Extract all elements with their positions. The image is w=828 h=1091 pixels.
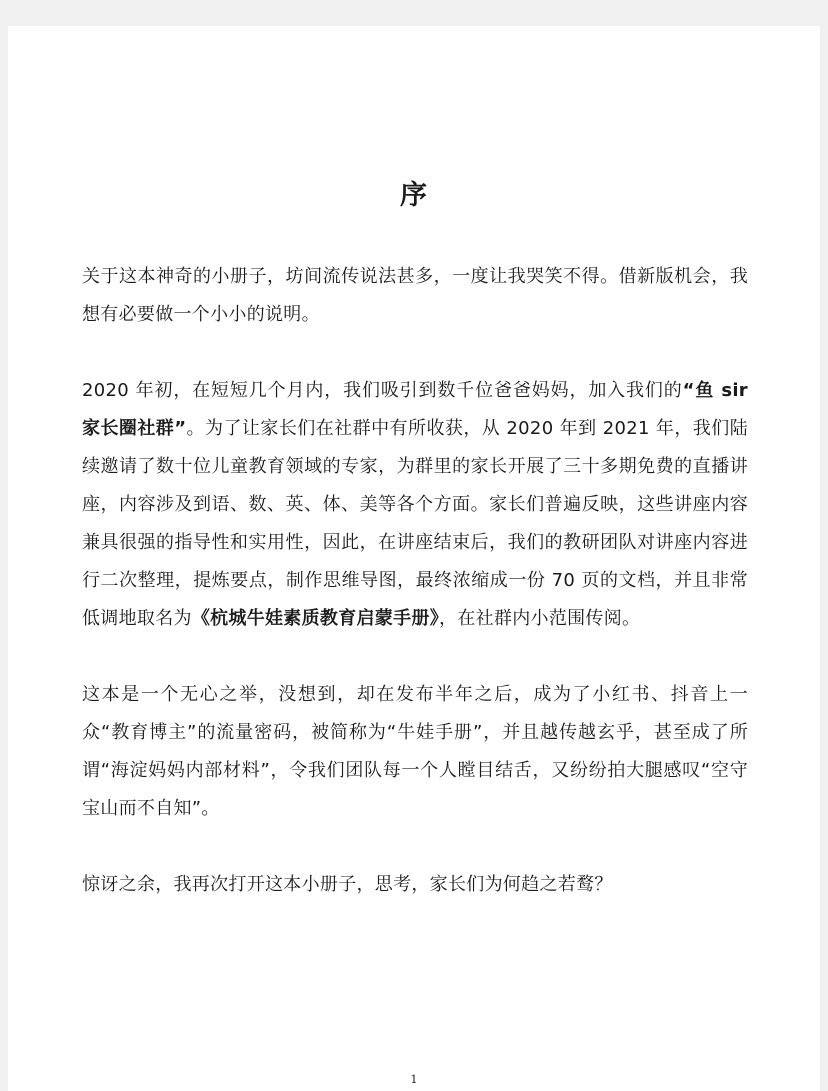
- paragraph-4: [82, 866, 748, 904]
- paragraph-2-text-middle: 。为了让家长们在社群中有所收获，从 2020 年到 2021 年，我们陆续邀请了数十位儿童教育领域的专家，为群里的家长开展了三十多期免费的直播讲座，内容涉及到语、数、英、体、美等各个方面。家长们普遍反映，这些讲座内容兼具很强的指导性和实用性，因此，在讲座结束后，我们的教研团队对讲座内容进行二次整理，提炼要点，制作思维导图，最终浓缩成一份 70 页的文档，并且非常低调地取名为: [82, 418, 748, 629]
- document-body: [82, 258, 748, 942]
- paragraph-3-text: 这本是一个无心之举，没想到，却在发布半年之后，成为了小红书、抖音上一众“教育博主”的流量密码，被简称为“牛娃手册”，并且越传越玄乎，甚至成了所谓“海淀妈妈内部材料”，令我们团队每一个人瞠目结舌，又纷纷拍大腿感叹“空守宝山而不自知”。: [82, 684, 748, 819]
- community-name-bold: “鱼 sir 家长圈社群”: [82, 380, 748, 439]
- paragraph-4-text: 惊讶之余，我再次打开这本小册子，思考，家长们为何趋之若鹜？: [82, 874, 613, 895]
- paragraph-3: [82, 676, 748, 828]
- paragraph-1: [82, 258, 748, 334]
- page-number: 1: [410, 1073, 418, 1086]
- paragraph-2: [82, 372, 748, 638]
- page-title: 序: [400, 180, 428, 211]
- document-page: [8, 26, 820, 1091]
- handbook-title-bold: 《杭城牛娃素质教育启蒙手册》: [191, 608, 440, 629]
- paragraph-1-text: 关于这本神奇的小册子，坊间流传说法甚多，一度让我哭笑不得。借新版机会，我想有必要做一个小小的说明。: [82, 266, 748, 325]
- paragraph-2-text-end: ，在社群内小范围传阅。: [439, 608, 641, 629]
- paragraph-2-text-start: 2020 年初，在短短几个月内，我们吸引到数千位爸爸妈妈，加入我们的: [82, 380, 683, 401]
